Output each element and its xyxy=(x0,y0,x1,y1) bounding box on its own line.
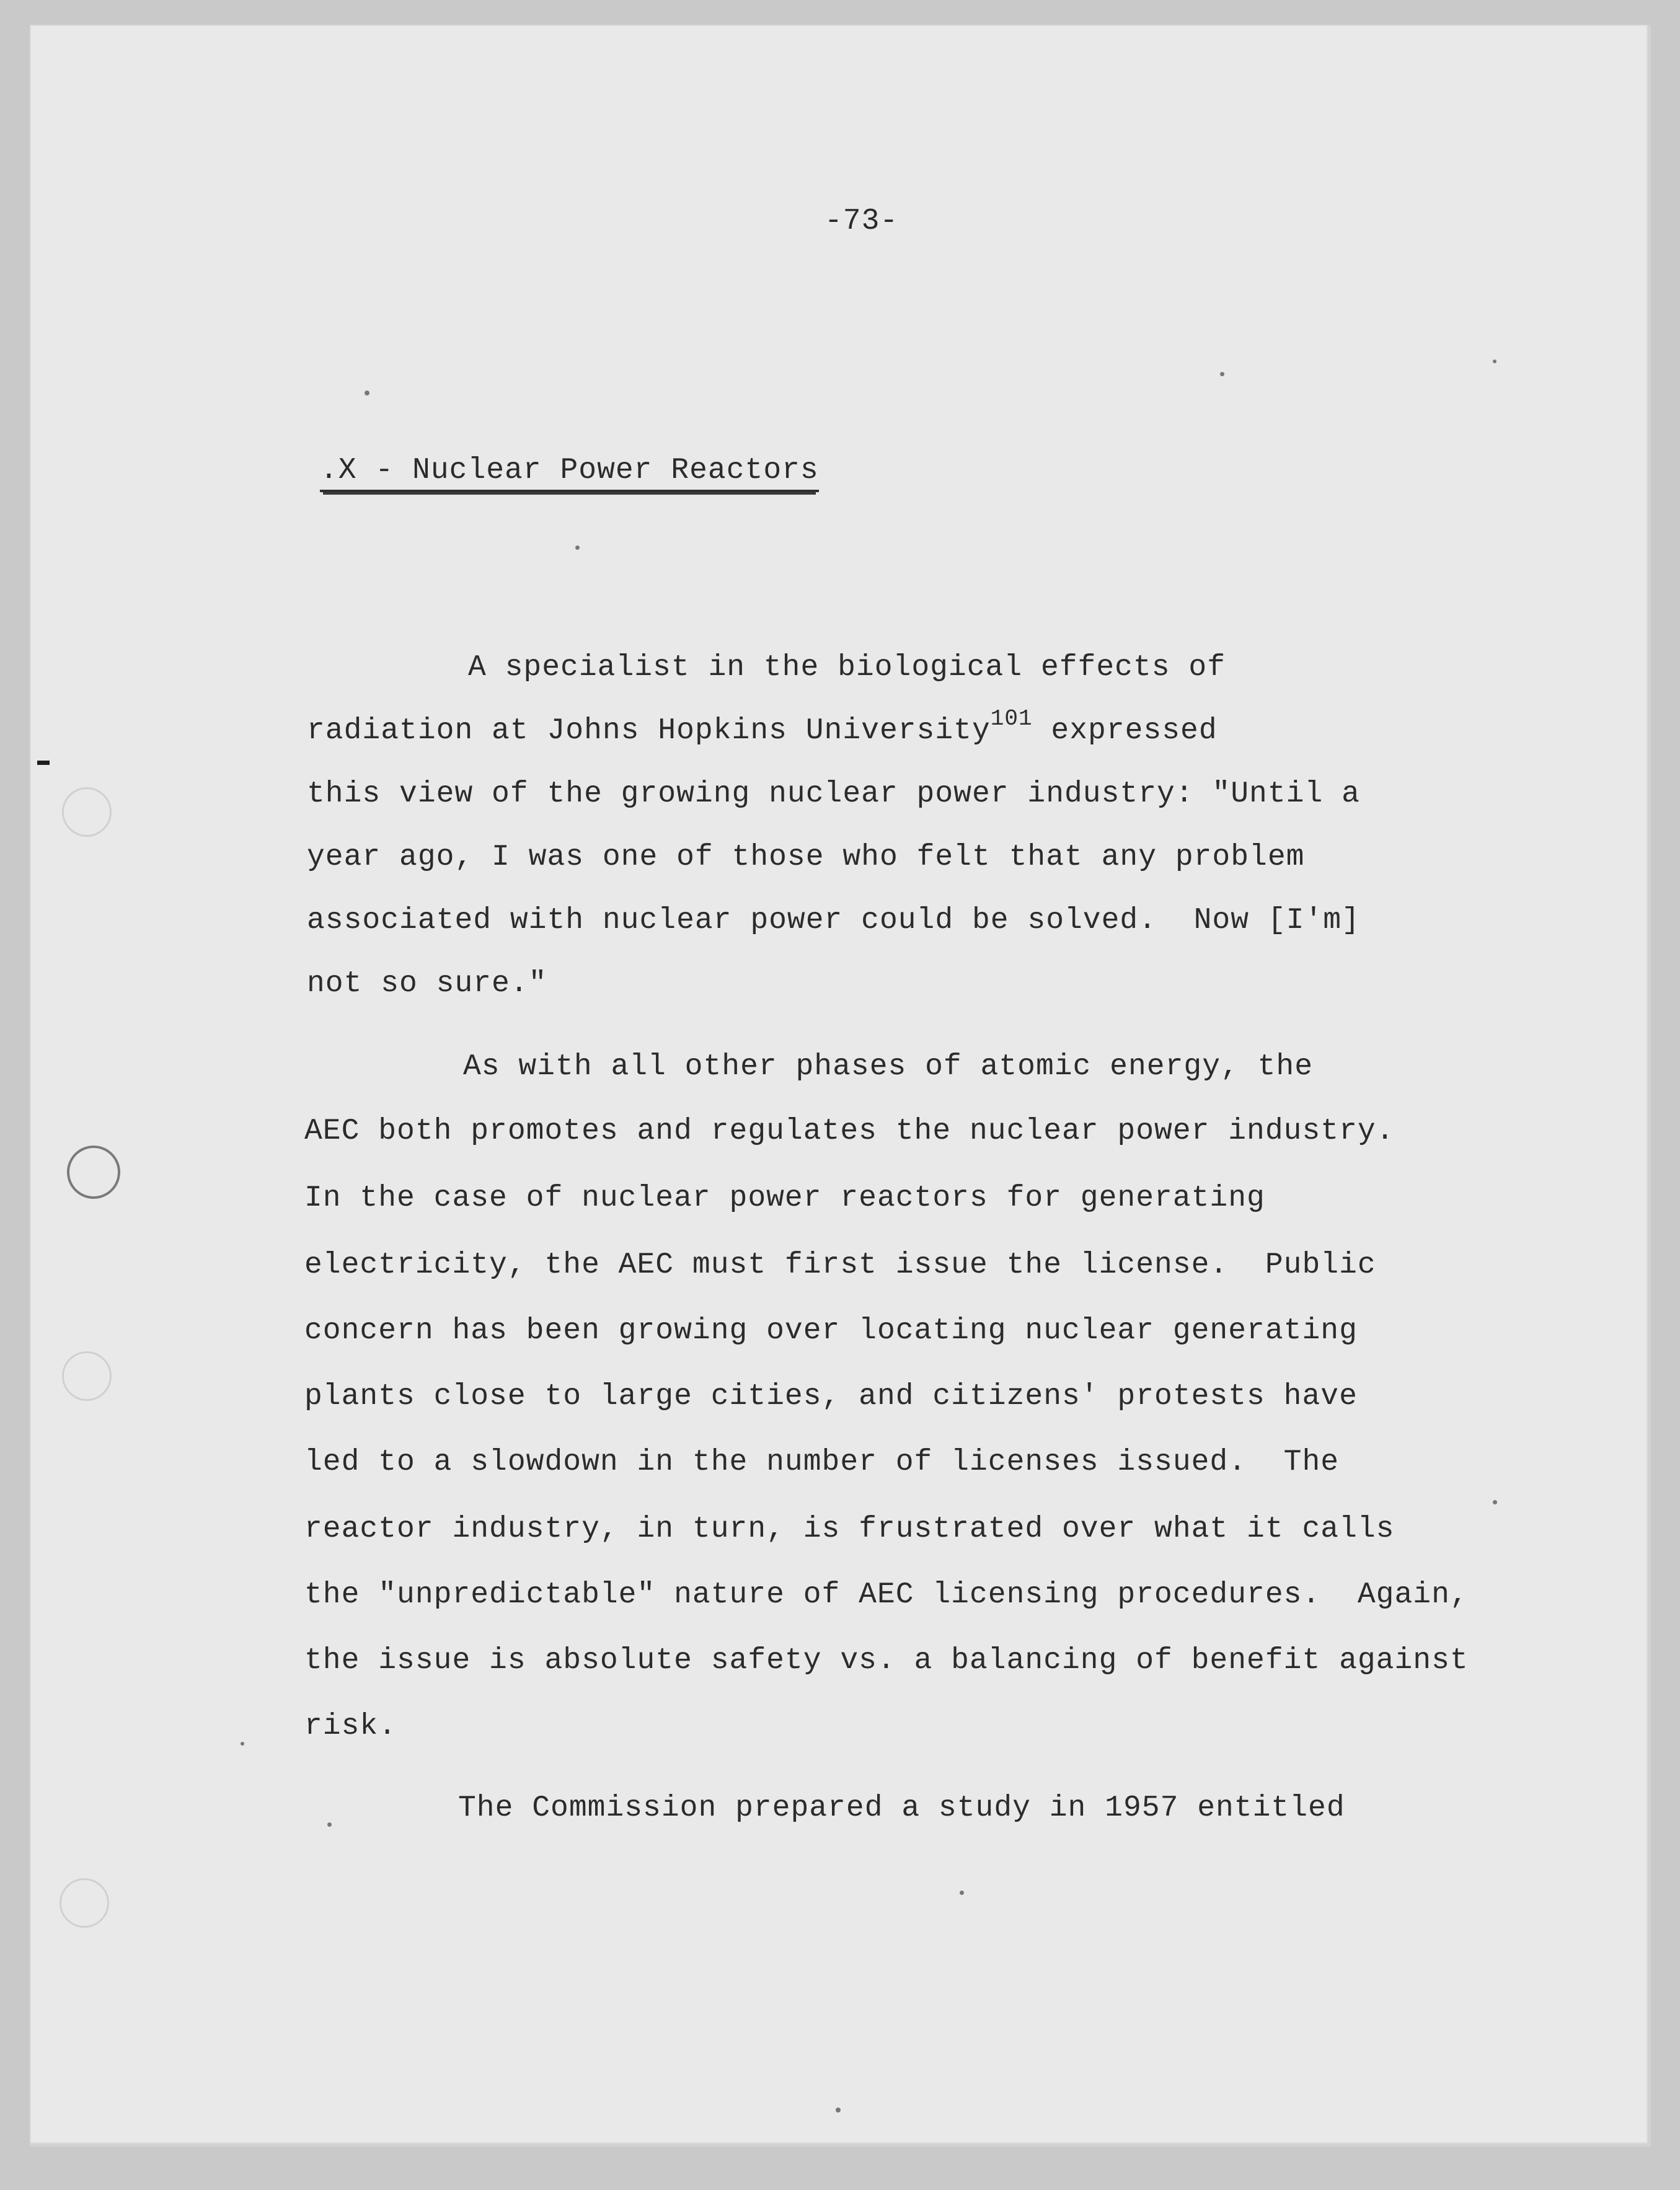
paragraph-2-line-6: plants close to large cities, and citizens' protests have xyxy=(304,1380,1358,1413)
footnote-reference-101: 101 xyxy=(990,706,1033,731)
paragraph-2-line-11: risk. xyxy=(304,1710,397,1743)
paragraph-3-line-1: The Commission prepared a study in 1957 entitled xyxy=(458,1791,1345,1825)
paragraph-2-line-10: the issue is absolute safety vs. a balancing of benefit against xyxy=(304,1644,1469,1677)
paragraph-2-line-9: the "unpredictable" nature of AEC licensing procedures. Again, xyxy=(304,1578,1469,1612)
punch-hole-middle xyxy=(67,1146,120,1199)
paragraph-2-line-8: reactor industry, in turn, is frustrated over what it calls xyxy=(304,1512,1395,1546)
paragraph-1-line-1: A specialist in the biological effects of xyxy=(468,651,1226,684)
paragraph-1-line-6: not so sure." xyxy=(307,967,547,1000)
paragraph-2-line-7: led to a slowdown in the number of licenses issued. The xyxy=(304,1446,1340,1479)
margin-mark xyxy=(37,761,50,765)
paragraph-1-line-2-end: expressed xyxy=(1032,714,1218,748)
paragraph-1-line-2-start: radiation at Johns Hopkins University xyxy=(307,714,991,748)
document-page xyxy=(30,25,1651,2147)
speck xyxy=(1493,360,1497,363)
speck xyxy=(960,1891,964,1895)
punch-hole-top xyxy=(62,787,112,837)
speck xyxy=(1493,1500,1497,1504)
paragraph-2-line-2: AEC both promotes and regulates the nuclear power industry. xyxy=(304,1115,1395,1148)
speck xyxy=(327,1822,332,1827)
paragraph-1-line-2 xyxy=(307,706,1218,748)
punch-hole-lower xyxy=(62,1351,112,1401)
paragraph-2-line-1: As with all other phases of atomic energy, the xyxy=(463,1050,1314,1084)
paragraph-2-line-4: electricity, the AEC must first issue the license. Public xyxy=(304,1248,1376,1282)
speck xyxy=(241,1742,244,1746)
speck xyxy=(365,391,369,395)
paragraph-1-line-5: associated with nuclear power could be solved. Now [I'm] xyxy=(307,904,1360,937)
speck xyxy=(1220,372,1224,376)
speck xyxy=(836,2108,841,2113)
paragraph-2-line-5: concern has been growing over locating nuclear generating xyxy=(304,1314,1358,1348)
paragraph-2-line-3: In the case of nuclear power reactors for generating xyxy=(304,1181,1265,1215)
speck xyxy=(575,545,580,550)
page-border xyxy=(30,25,1648,2144)
paragraph-1-line-3: this view of the growing nuclear power industry: "Until a xyxy=(307,777,1360,811)
section-heading: .X - Nuclear Power Reactors xyxy=(320,454,819,492)
paragraph-1-line-4: year ago, I was one of those who felt that any problem xyxy=(307,841,1305,874)
punch-hole-bottom xyxy=(60,1878,109,1928)
page-number: -73- xyxy=(825,205,899,238)
